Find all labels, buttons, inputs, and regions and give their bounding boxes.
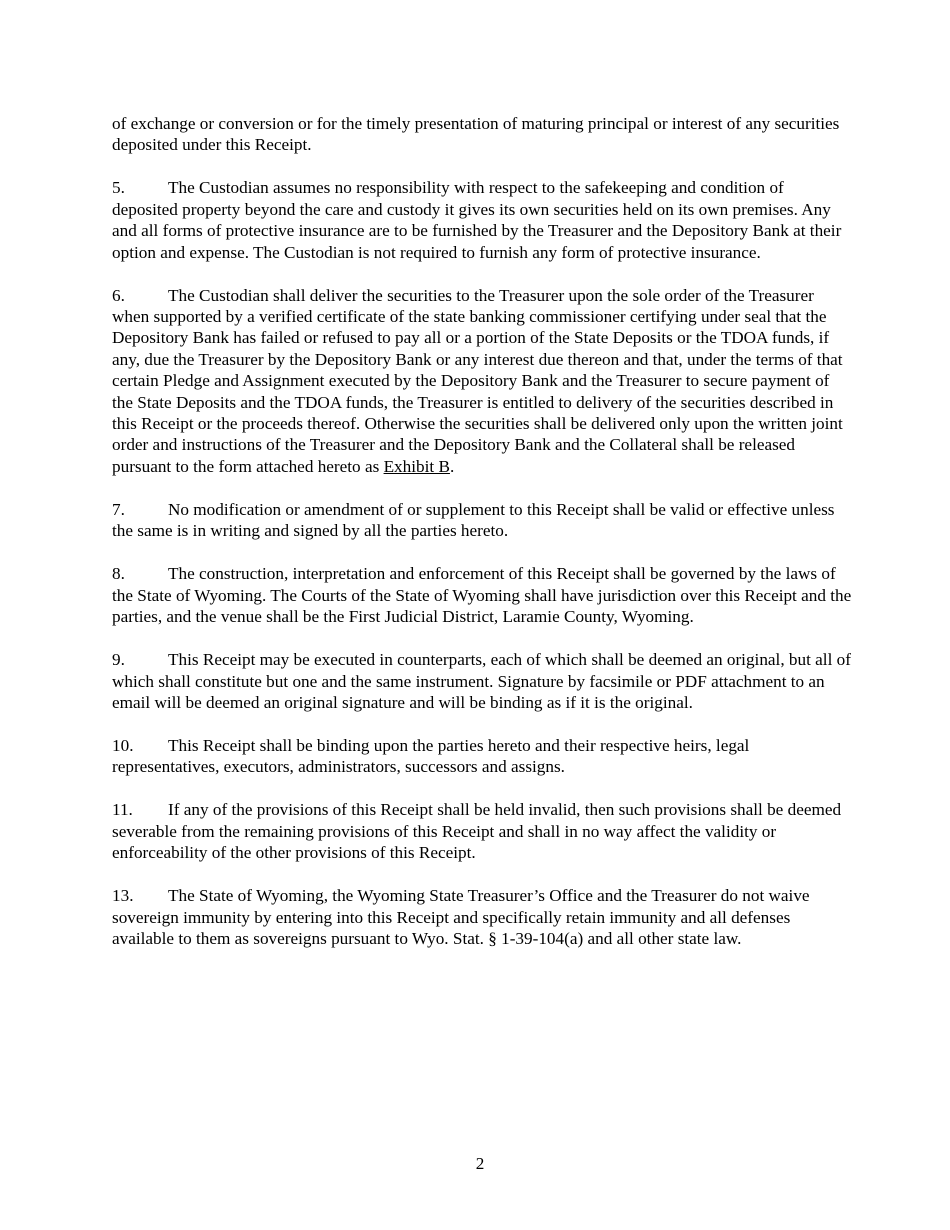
section-text: The State of Wyoming, the Wyoming State Treasurer’s Office and the Treasurer do not waive sovereign immunity by entering into this Receipt and specifically retain immunity and all defenses available to them as sovereigns pursuant to Wyo. Stat. § 1-39-104(a) and all other state law. xyxy=(112,886,810,948)
section-5 xyxy=(112,177,852,263)
section-text: This Receipt shall be binding upon the parties hereto and their respective heirs, legal representatives, executors, administrators, successors and assigns. xyxy=(112,735,750,777)
section-10 xyxy=(112,735,852,778)
section-number: 7. xyxy=(112,499,125,519)
section-text: No modification or amendment of or supplement to this Receipt shall be valid or effective unless the same is in writing and signed by all the parties hereto. xyxy=(112,499,835,541)
section-9 xyxy=(112,649,852,713)
section-text: The Custodian assumes no responsibility with respect to the safekeeping and condition of deposited property beyond the care and custody it gives its own securities held on its own premises. Any and all forms of protective insurance are to be furnished by the Treasurer and the Depository Bank at their option and expense. The Custodian is not required to furnish any form of protective insurance. xyxy=(112,178,842,262)
section-text-suffix: . xyxy=(449,456,455,476)
section-13 xyxy=(112,885,852,949)
document-body xyxy=(112,113,852,971)
section-number: 6. xyxy=(112,285,125,305)
section-8 xyxy=(112,563,852,627)
section-number: 10. xyxy=(112,735,134,755)
section-number: 13. xyxy=(112,886,134,906)
section-11 xyxy=(112,799,852,863)
intro-paragraph: of exchange or conversion or for the timely presentation of maturing principal or interest of any securities deposited under this Receipt. xyxy=(112,114,840,155)
section-text: If any of the provisions of this Receipt shall be held invalid, then such provisions shall be deemed severable from the remaining provisions of this Receipt and shall in no way affect the validity or enforceability of the other provisions of this Receipt. xyxy=(112,800,842,863)
exhibit-b-link[interactable]: Exhibit B xyxy=(383,456,450,476)
section-6 xyxy=(112,285,852,478)
section-text: The construction, interpretation and enforcement of this Receipt shall be governed by the laws of the State of Wyoming. The Courts of the State of Wyoming shall have jurisdiction over this Receipt and the parties, and the venue shall be the First Judicial District, Laramie County, Wyoming. xyxy=(112,564,852,627)
section-7 xyxy=(112,499,852,542)
section-number: 5. xyxy=(112,178,125,198)
section-text: The Custodian shall deliver the securities to the Treasurer upon the sole order of the Treasurer when supported by a verified certificate of the state banking commissioner certifying under seal that the Depository Bank has failed or refused to pay all or a portion of the State Deposits or the TDOA funds, if any, due the Treasurer by the Depository Bank or any interest due thereon and that, under the terms of that certain Pledge and Assignment executed by the Depository Bank and the Treasurer to secure payment of the State Deposits and the TDOA funds, the Treasurer is entitled to delivery of the securities described in this Receipt or the proceeds thereof. Otherwise the securities shall be delivered only upon the written joint order and instructions of the Treasurer and the Depository Bank and the Collateral shall be released pursuant to the form attached hereto as xyxy=(112,285,843,476)
page-number: 2 xyxy=(475,1154,485,1173)
section-text: This Receipt may be executed in counterparts, each of which shall be deemed an original, but all of which shall constitute but one and the same instrument. Signature by facsimile or PDF attachment to an email will be deemed an original signature and will be binding as if it is the original. xyxy=(112,650,851,712)
section-number: 9. xyxy=(112,650,125,670)
section-number: 11. xyxy=(112,800,133,820)
section-number: 8. xyxy=(112,564,125,584)
